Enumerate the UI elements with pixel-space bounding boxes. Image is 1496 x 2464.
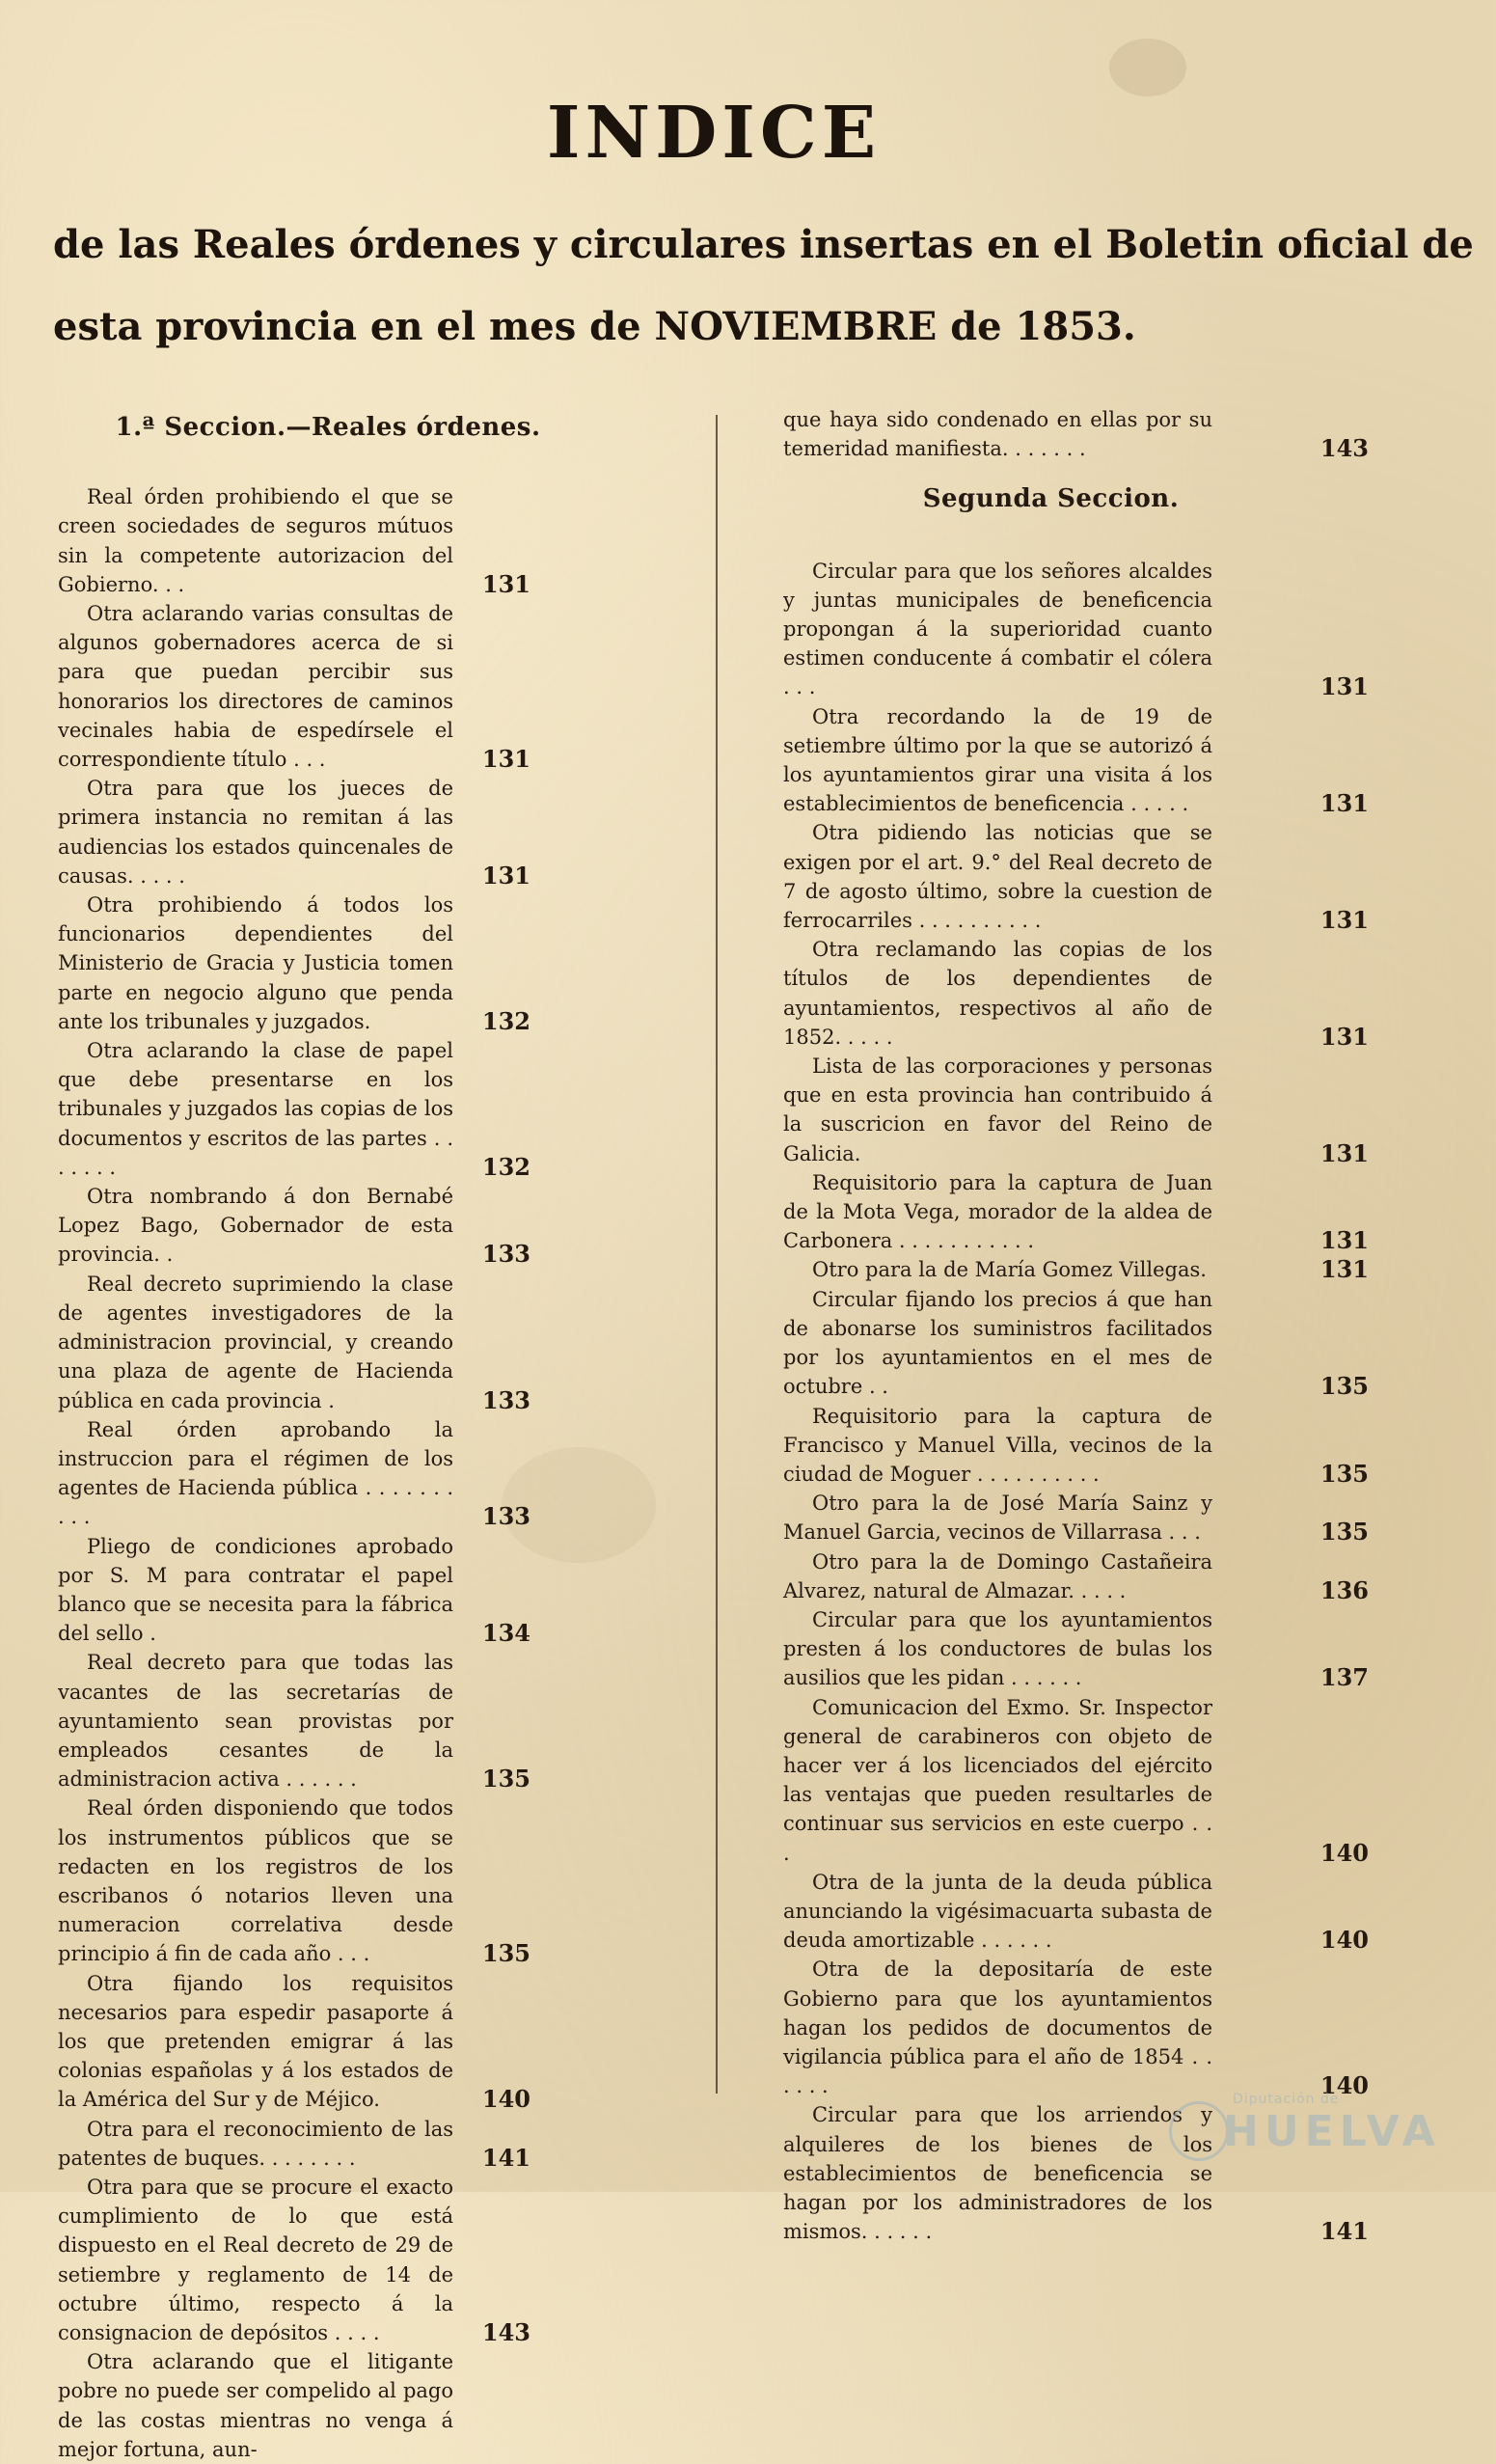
index-entry [783,818,1369,935]
section-heading-first: 1.ª Seccion.—Reales órdenes. [115,413,541,442]
index-entry [58,1969,559,2115]
seal-icon [1169,2101,1229,2161]
continuation-text: que haya sido condenado en ellas por su temeridad manifiesta. . . . . . . [783,408,1212,461]
entry-page-number: 141 [1319,2217,1369,2246]
index-entry [783,1402,1369,1490]
column-divider [716,415,718,2094]
index-entry [783,1605,1369,1693]
index-entry [58,1270,559,1415]
entry-text: Otra prohibiendo á todos los funcionarios dependientes del Ministerio de Gracia y Justicia tomen parte en negocio alguno que penda ante los tribunales y juzgados. [58,893,453,1033]
entry-text: Real decreto suprimiendo la clase de agentes investigadores de la administracion provincial, y creando una plaza de agente de Hacienda pública en cada provincia . [58,1272,453,1412]
watermark-line-1: Diputación de [1233,2092,1340,2107]
index-entry [58,1648,559,1793]
page-title: INDICE [546,92,882,175]
index-entry [58,1532,559,1649]
entry-page-number: 133 [481,1240,530,1269]
entry-page-number: 131 [1319,1022,1369,1051]
watermark [1204,2092,1441,2167]
entry-text: Otra recordando la de 19 de setiembre último por la que se autorizó á los ayuntamientos girar una visita á los establecimientos de beneficencia . . . . . [783,704,1212,816]
subtitle-line-1: de las Reales órdenes y circulares insertas en el Boletin oficial de [53,222,1474,267]
entry-page-number: 131 [1319,1255,1369,1284]
entry-page-number: 133 [481,1502,530,1531]
index-entry [783,1868,1369,1956]
entry-text: Circular para que los arriendos y alquileres de los bienes de los establecimientos de beneficencia se hagan por los administradores de los mismos. . . . . . [783,2103,1212,2244]
entry-text: Circular fijando los precios á que han de abonarse los suministros facilitados por los ayuntamientos en el mes de octubre . . [783,1287,1212,1399]
index-entry [783,702,1369,819]
entry-page-number: 140 [1319,1838,1369,1867]
entry-text: Otra pidiendo las noticias que se exigen por el art. 9.° del Real decreto de 7 de agosto último, sobre la cuestion de ferrocarriles . . . . . . . . . . [783,821,1212,933]
index-entry [58,599,559,774]
entry-text: Pliego de condiciones aprobado por S. M para contratar el papel blanco que se necesita para la fábrica del sello . [58,1534,453,1646]
entry-page-number: 135 [1319,1459,1369,1488]
entry-text: Lista de las corporaciones y personas que en esta provincia han contribuido á la suscricion en favor del Reino de Galicia. [783,1054,1212,1165]
index-entry [58,1415,559,1532]
index-entry [58,2115,559,2173]
entry-text: Otra reclamando las copias de los títulos de los dependientes de ayuntamientos, respectivos al año de 1852. . . . . [783,938,1212,1049]
entry-page-number: 131 [1319,672,1369,701]
entry-page-number: 136 [1319,1575,1369,1604]
entry-page-number: 132 [481,1006,530,1035]
entry-text: Requisitorio para la captura de Francisco y Manuel Villa, vecinos de la ciudad de Moguer . . . . . . . . . . [783,1404,1212,1486]
index-entry [58,1036,559,1182]
index-entry [58,1793,559,1968]
entry-page-number: 131 [1319,789,1369,818]
index-entry [58,1182,559,1270]
index-entry [783,1052,1369,1168]
entry-text: Requisitorio para la captura de Juan de la Mota Vega, morador de la aldea de Carbonera . . . . . . . . . . . [783,1170,1212,1253]
entry-text: Otro para la de José María Sainz y Manuel Garcia, vecinos de Villarrasa . . . [783,1492,1212,1545]
index-entry [58,2173,559,2347]
index-entry [58,482,559,599]
index-entry [783,1255,1369,1284]
entry-text: Otro para la de Domingo Castañeira Alvarez, natural de Almazar. . . . . [783,1549,1212,1602]
entry-page-number: 135 [481,1939,530,1968]
entry-page-number: 131 [1319,1226,1369,1255]
index-entry [783,1547,1369,1605]
entry-text: Circular para que los señores alcaldes y juntas municipales de beneficencia propongan á la superioridad cuanto estimen conducente á combatir el cólera . . . [783,559,1212,699]
index-entry [58,890,559,1036]
entry-page-number: 135 [1319,1372,1369,1401]
entry-page-number: 131 [1319,1138,1369,1167]
entry-text: Circular para que los ayuntamientos presten á los conductores de bulas los ausilios que les pidan . . . . . . [783,1607,1212,1690]
entry-text: Otra aclarando que el litigante pobre no puede ser compelido al pago de las costas mientras no venga á mejor fortuna, aun- [58,2350,453,2461]
entry-page-number: 133 [481,1385,530,1414]
entry-text: Otra para que se procure el exacto cumplimiento de lo que está dispuesto en el Real decreto de 29 de setiembre y reglamento de 14 de octubre último, respecto á la consignacion de depósitos . . . . [58,2175,453,2344]
entry-text: Otra de la depositaría de este Gobierno para que los ayuntamientos hagan los pedidos de documentos de vigilancia pública para el año de 1854 . . . . . . [783,1958,1212,2098]
entry-page-number: 137 [1319,1663,1369,1692]
entry-page-number: 140 [1319,2071,1369,2100]
entry-text: Real órden aprobando la instruccion para el régimen de los agentes de Hacienda pública . . . . . . . . . . [58,1417,453,1529]
entry-text: Otra para que los jueces de primera instancia no remitan á las audiencias los estados quincenales de causas. . . . . [58,777,453,888]
entry-page-number: 140 [481,2085,530,2114]
index-entry [783,1285,1369,1402]
entry-page-number: 143 [481,2318,530,2346]
entry-page-number: 132 [481,1152,530,1181]
entry-text: Otra fijando los requisitos necesarios para espedir pasaporte á los que pretenden emigrar á las colonias españolas y á los estados de la América del Sur y de Méjico. [58,1971,453,2112]
index-entry [783,1489,1369,1547]
entry-page-number: 131 [481,569,530,598]
section-heading-second: Segunda Seccion. [922,484,1180,514]
entry-text: Otra aclarando la clase de papel que debe presentarse en los tribunales y juzgados las copias de los documentos y escritos de las partes . . . . . . . [58,1039,453,1179]
entry-text: Otra nombrando á don Bernabé Lopez Bago, Gobernador de esta provincia. . [58,1185,453,1267]
entry-text: Otra aclarando varias consultas de algunos gobernadores acerca de si para que puedan percibir sus honorarios los directores de caminos vecinales habia de espedírsele el correspondiente título . . . [58,602,453,772]
index-entry [783,935,1369,1052]
left-entry-list [58,482,559,2464]
watermark-line-2: HUELVA [1223,2107,1441,2156]
entry-text: Real órden disponiendo que todos los instrumentos públicos que se redacten en los registros de los escribanos ó notarios lleven una numeracion correlativa desde principio á fin de cada año . . . [58,1796,453,1966]
entry-page-number: 131 [481,861,530,890]
continuation-page: 143 [1319,434,1369,463]
index-entry [58,2347,559,2464]
entry-page-number: 141 [481,2143,530,2172]
left-column [58,405,559,2464]
entry-page-number: 131 [1319,906,1369,935]
entry-text: Real órden prohibiendo el que se creen sociedades de seguros mútuos sin la competente autorizacion del Gobierno. . . [58,485,453,596]
entry-text: Real decreto para que todas las vacantes de las secretarías de ayuntamiento sean provistas por empleados cesantes de la administracion activa . . . . . . [58,1651,453,1792]
subtitle-line-2: esta provincia en el mes de NOVIEMBRE de 1853. [53,304,1136,349]
entry-text: Otra para el reconocimiento de las patentes de buques. . . . . . . . [58,2117,453,2170]
index-entry [58,774,559,890]
entry-page-number: 134 [481,1619,530,1648]
entry-page-number: 131 [481,745,530,774]
index-entry [783,1693,1369,1868]
entry-text: Otro para la de María Gomez Villegas. [812,1258,1207,1282]
index-entry [783,557,1369,702]
entry-text: Comunicacion del Exmo. Sr. Inspector general de carabineros con objeto de hacer ver á los licenciados del ejército las ventajas que pueden resultarles de continuar sus servicios en este cuerpo . . . [783,1695,1212,1865]
entry-text: Otra de la junta de la deuda pública anunciando la vigésimacuarta subasta de deuda amortizable . . . . . . [783,1870,1212,1953]
continuation-entry [783,405,1369,463]
entry-page-number: 135 [481,1765,530,1793]
entry-page-number: 135 [1319,1518,1369,1547]
entry-page-number: 140 [1319,1926,1369,1955]
index-entry [783,1168,1369,1256]
